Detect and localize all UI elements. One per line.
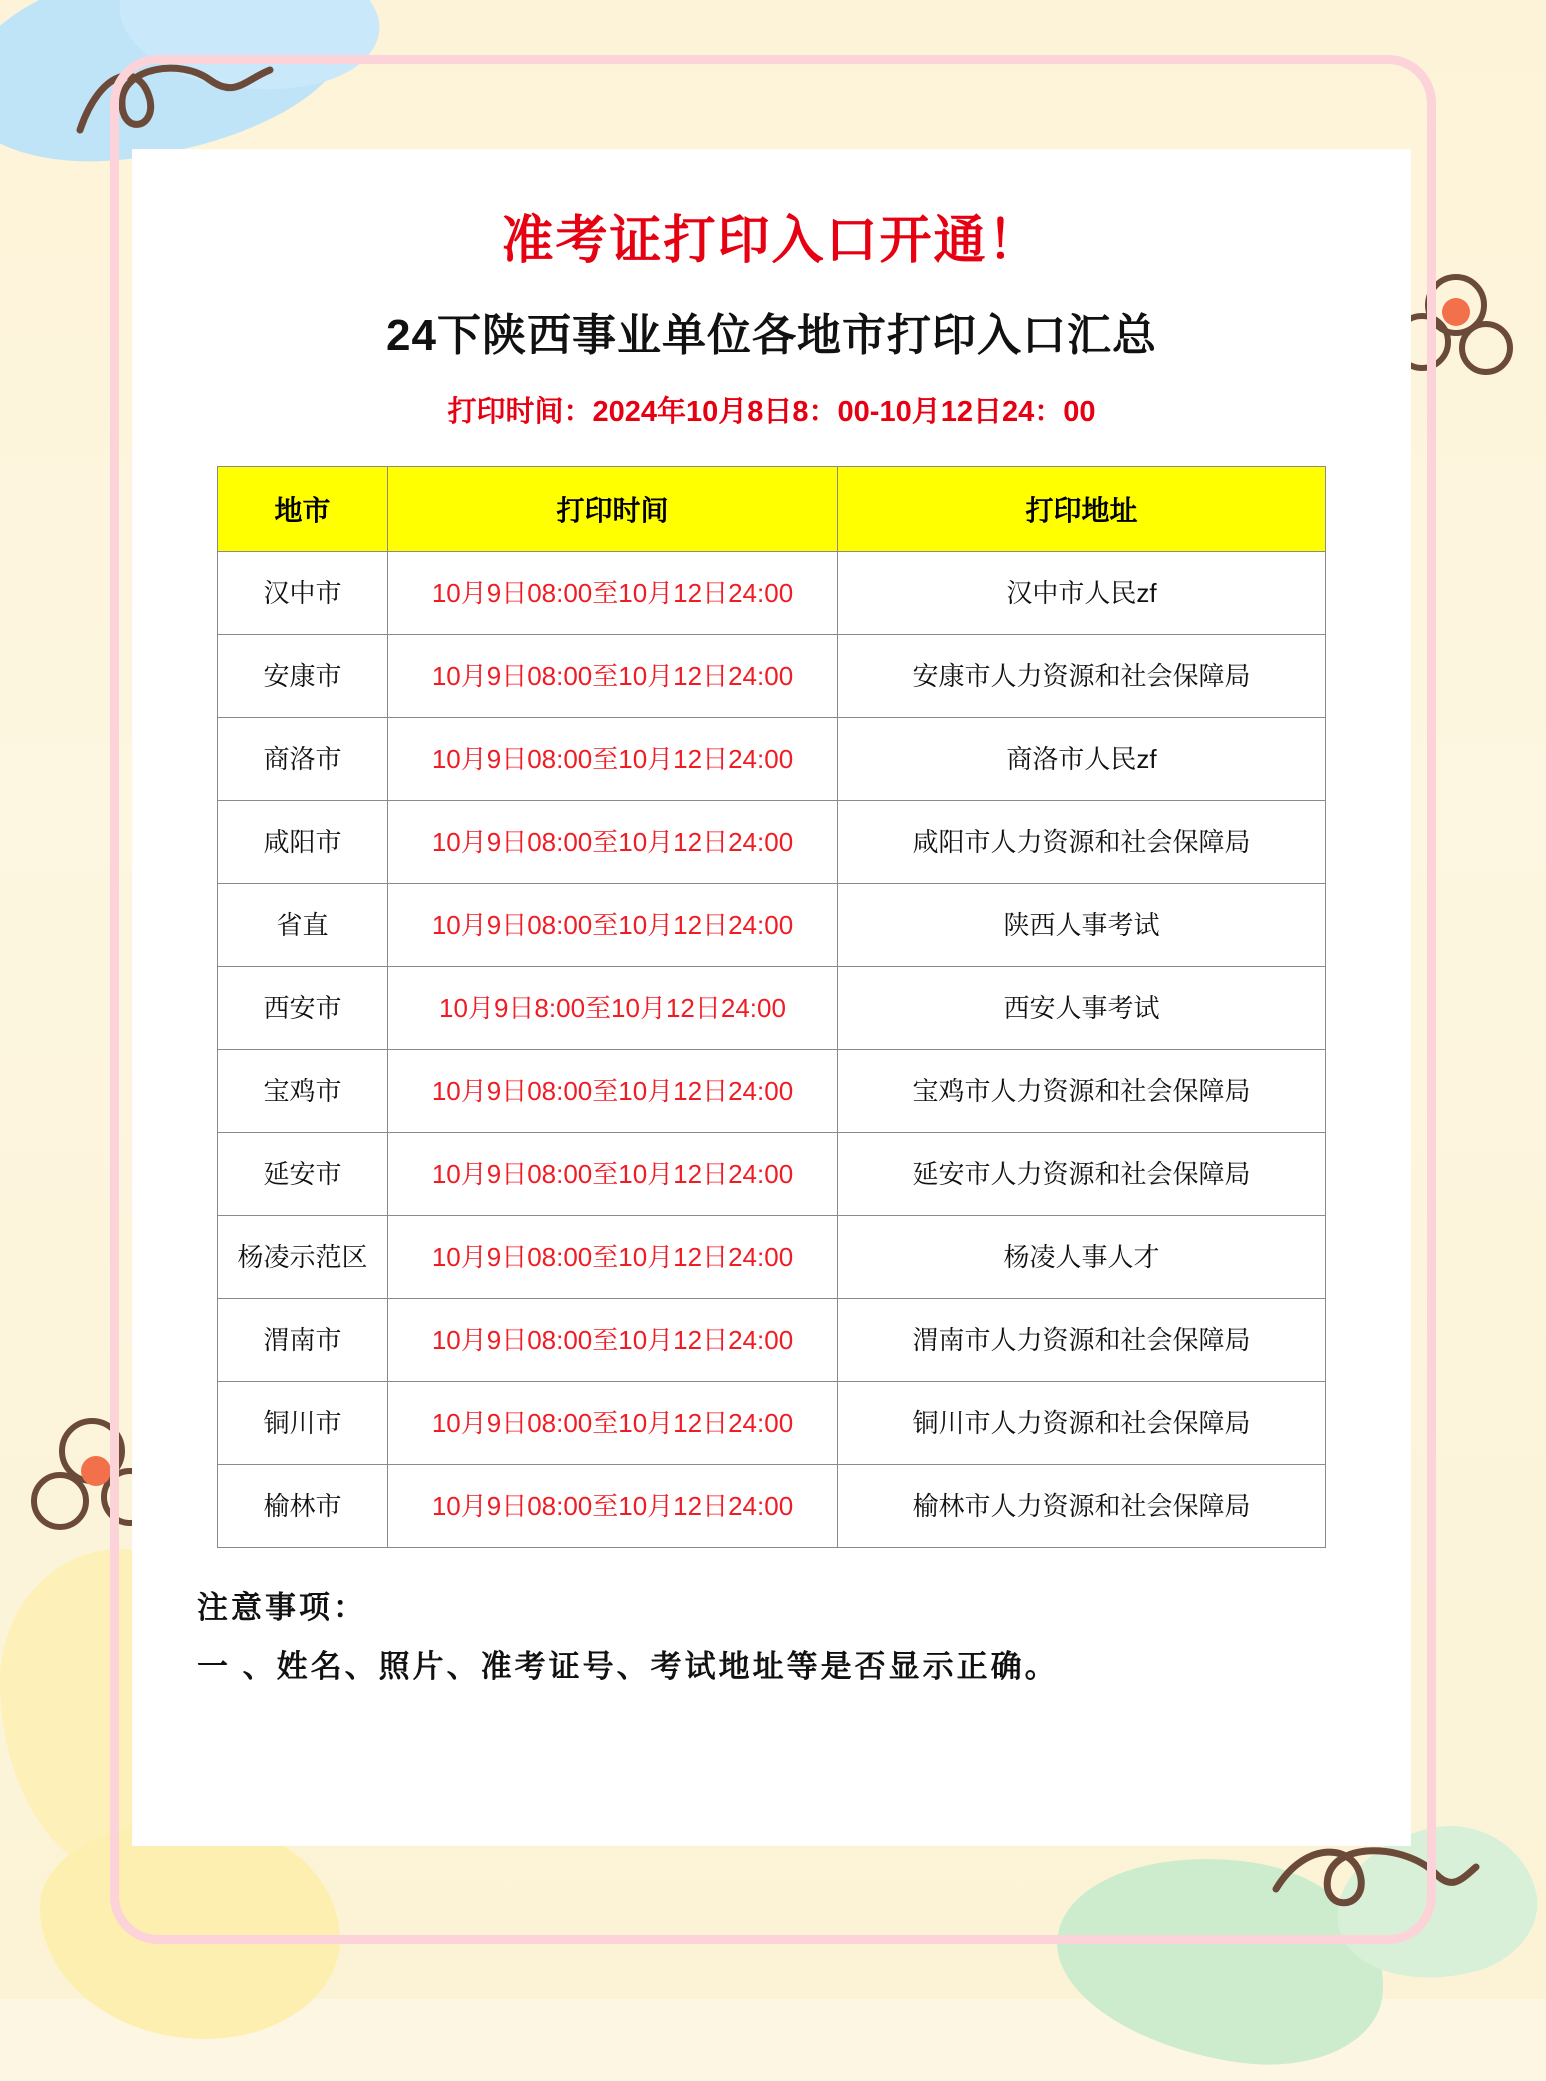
cell-city: 商洛市	[218, 718, 388, 801]
cell-city: 省直	[218, 884, 388, 967]
cell-address: 安康市人力资源和社会保障局	[838, 635, 1326, 718]
cell-time: 10月9日08:00至10月12日24:00	[388, 1299, 838, 1382]
cell-address: 陕西人事考试	[838, 884, 1326, 967]
cell-time: 10月9日08:00至10月12日24:00	[388, 1465, 838, 1548]
cell-address: 西安人事考试	[838, 967, 1326, 1050]
cell-address: 汉中市人民zf	[838, 552, 1326, 635]
cell-city: 西安市	[218, 967, 388, 1050]
cell-time: 10月9日08:00至10月12日24:00	[388, 552, 838, 635]
cell-city: 渭南市	[218, 1299, 388, 1382]
cell-time: 10月9日08:00至10月12日24:00	[388, 801, 838, 884]
cell-city: 汉中市	[218, 552, 388, 635]
cell-address: 宝鸡市人力资源和社会保障局	[838, 1050, 1326, 1133]
cell-time: 10月9日08:00至10月12日24:00	[388, 635, 838, 718]
table-row	[218, 1133, 1326, 1216]
cell-city: 杨凌示范区	[218, 1216, 388, 1299]
table-row	[218, 1382, 1326, 1465]
cell-address: 延安市人力资源和社会保障局	[838, 1133, 1326, 1216]
table-row	[218, 1465, 1326, 1548]
notes-line-1: 一 、姓名、照片、准考证号、考试地址等是否显示正确。	[197, 1649, 1059, 1684]
cell-time: 10月9日08:00至10月12日24:00	[388, 718, 838, 801]
print-entry-table	[217, 466, 1326, 1548]
page-title: 准考证打印入口开通！	[501, 212, 1042, 270]
table-header-row	[218, 467, 1326, 552]
cell-city: 延安市	[218, 1133, 388, 1216]
table-row	[218, 967, 1326, 1050]
table-row	[218, 1216, 1326, 1299]
table-row	[218, 801, 1326, 884]
cell-city: 安康市	[218, 635, 388, 718]
notes-title: 注意事项：	[197, 1590, 367, 1625]
cell-time: 10月9日08:00至10月12日24:00	[388, 1050, 838, 1133]
column-header-time: 打印时间	[388, 467, 838, 552]
cell-time: 10月9日08:00至10月12日24:00	[388, 1133, 838, 1216]
table-row	[218, 1050, 1326, 1133]
table-row	[218, 884, 1326, 967]
cell-address: 铜川市人力资源和社会保障局	[838, 1382, 1326, 1465]
cell-address: 榆林市人力资源和社会保障局	[838, 1465, 1326, 1548]
cell-address: 商洛市人民zf	[838, 718, 1326, 801]
notes-section	[197, 1582, 1410, 1686]
table-row	[218, 635, 1326, 718]
poster-card	[133, 150, 1410, 1845]
cell-address: 咸阳市人力资源和社会保障局	[838, 801, 1326, 884]
cell-city: 宝鸡市	[218, 1050, 388, 1133]
table-row	[218, 718, 1326, 801]
cell-city: 咸阳市	[218, 801, 388, 884]
print-period-text: 打印时间：2024年10月8日8：00-10月12日24：00	[447, 396, 1096, 428]
cell-time: 10月9日08:00至10月12日24:00	[388, 884, 838, 967]
cell-time: 10月9日08:00至10月12日24:00	[388, 1382, 838, 1465]
page-subtitle: 24下陕西事业单位各地市打印入口汇总	[386, 311, 1157, 360]
cell-time: 10月9日08:00至10月12日24:00	[388, 1216, 838, 1299]
column-header-city: 地市	[218, 467, 388, 552]
table-row	[218, 552, 1326, 635]
cell-address: 渭南市人力资源和社会保障局	[838, 1299, 1326, 1382]
cell-city: 榆林市	[218, 1465, 388, 1548]
cell-city: 铜川市	[218, 1382, 388, 1465]
column-header-address: 打印地址	[838, 467, 1326, 552]
cell-time: 10月9日8:00至10月12日24:00	[388, 967, 838, 1050]
table-row	[218, 1299, 1326, 1382]
cell-address: 杨凌人事人才	[838, 1216, 1326, 1299]
